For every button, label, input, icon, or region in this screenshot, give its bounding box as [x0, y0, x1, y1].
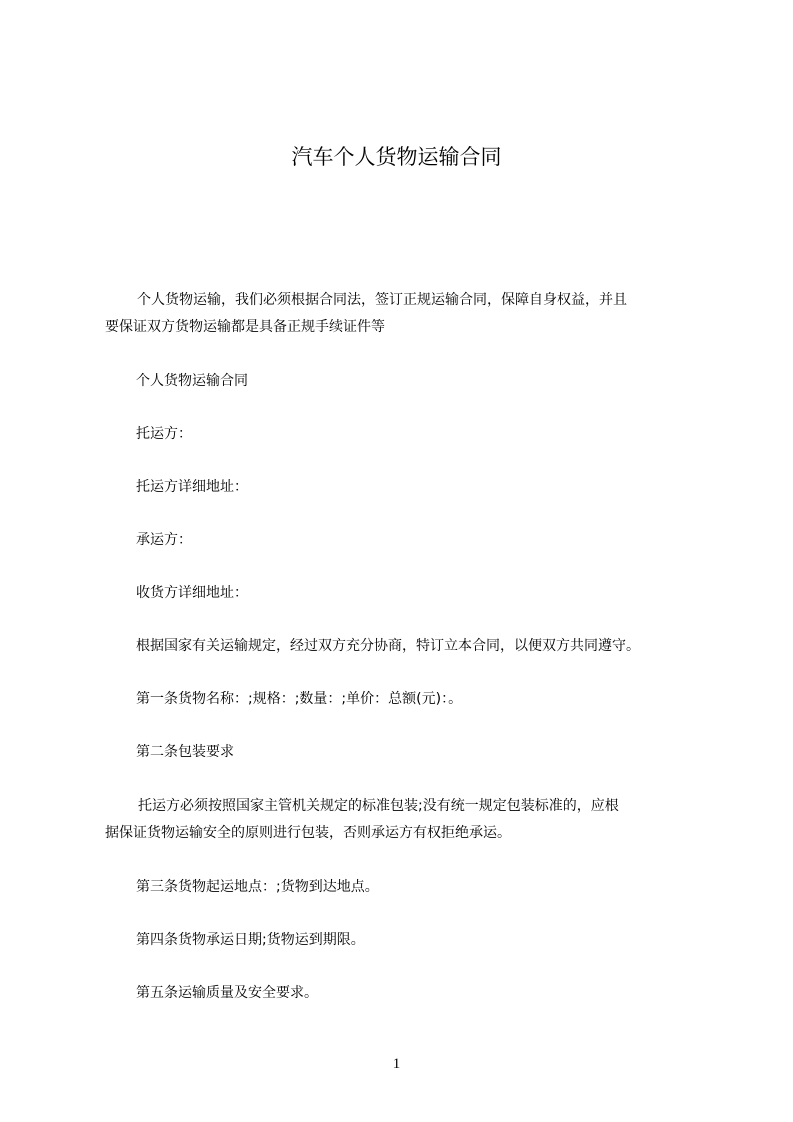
intro-paragraph	[105, 287, 705, 341]
shipper-field: 托运方：	[136, 426, 192, 442]
document-title: 汽车个人货物运输合同	[291, 145, 502, 169]
section-heading-contract: 个人货物运输合同	[136, 373, 248, 389]
clause-3: 第三条货物起运地点：;货物到达地点。	[136, 879, 379, 895]
clause-4: 第四条货物承运日期;货物运到期限。	[136, 932, 365, 948]
packing-line-2: 据保证货物运输安全的原则进行包装，否则承运方有权拒绝承运。	[105, 825, 511, 841]
shipper-address-field: 托运方详细地址：	[136, 479, 248, 495]
clause-2-heading: 第二条包装要求	[136, 744, 234, 760]
carrier-field: 承运方：	[136, 532, 192, 548]
preamble-paragraph: 根据国家有关运输规定，经过双方充分协商，特订立本合同，以便双方共同遵守。	[136, 638, 640, 654]
consignee-address-field: 收货方详细地址：	[136, 585, 248, 601]
clause-1: 第一条货物名称：;规格：;数量：;单价：总额(元)：。	[136, 691, 463, 707]
packing-line-1: 托运方必须按照国家主管机关规定的标准包装;没有统一规定包装标准的，应根	[138, 798, 619, 814]
packing-paragraph	[105, 793, 705, 847]
intro-line-1: 个人货物运输，我们必须根据合同法，签订正规运输合同，保障自身权益，并且	[137, 292, 627, 308]
intro-line-2: 要保证双方货物运输都是具备正规手续证件等	[105, 319, 385, 335]
clause-5: 第五条运输质量及安全要求。	[136, 985, 318, 1001]
page-number: 1	[392, 1056, 401, 1072]
